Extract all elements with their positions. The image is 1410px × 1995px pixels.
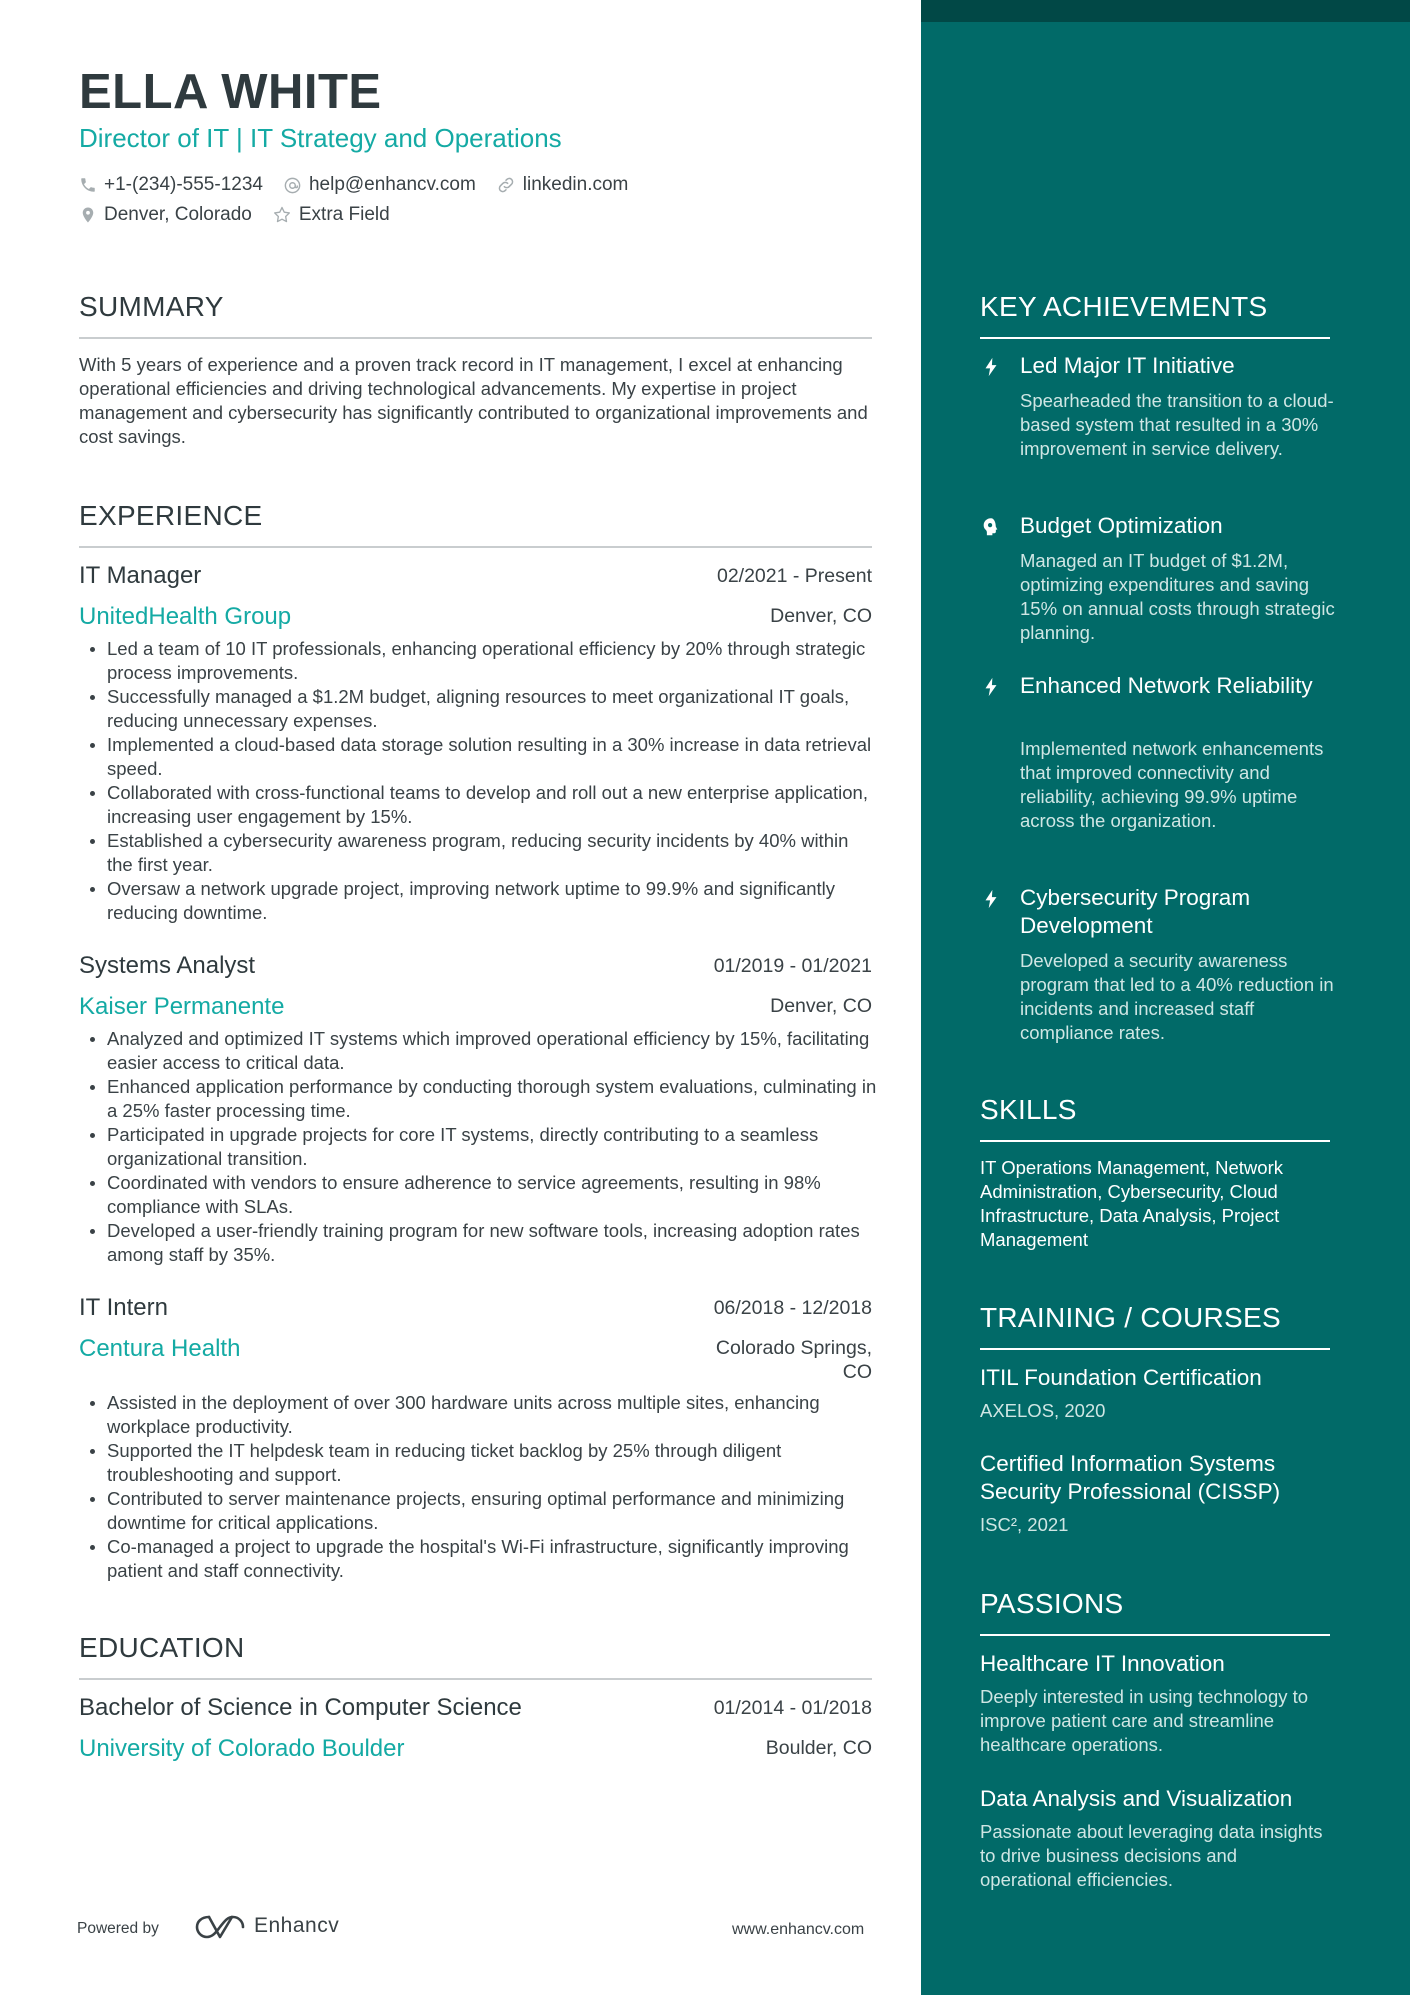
bullet-item: Supported the IT helpdesk team in reducing ticket backlog by 25% through diligent troubleshooting and support. — [107, 1439, 879, 1487]
candidate-title: Director of IT | IT Strategy and Operations — [79, 123, 562, 153]
bullet-item: Implemented a cloud-based data storage solution resulting in a 30% increase in data retrieval speed. — [107, 733, 879, 781]
job-dates: 01/2019 - 01/2021 — [713, 955, 872, 977]
passions-heading: PASSIONS — [980, 1588, 1124, 1619]
achievement-title: Budget Optimization — [1020, 513, 1223, 538]
achievement-desc: Developed a security awareness program that led to a 40% reduction in incidents and increased staff compliance rates. — [1020, 950, 1334, 1043]
job-location: Denver, CO — [770, 995, 872, 1017]
training-meta: ISC², 2021 — [980, 1514, 1069, 1535]
linkedin-text: linkedin.com — [522, 174, 629, 195]
passion-desc: Passionate about leveraging data insights to drive business decisions and operational efficiencies. — [980, 1821, 1323, 1890]
bullet-item: Enhanced application performance by conducting thorough system evaluations, culminating in a 25% faster processing time. — [107, 1075, 879, 1123]
bullet-item: Assisted in the deployment of over 300 hardware units across multiple sites, enhancing workplace productivity. — [107, 1391, 879, 1439]
lightbulb-head-icon — [980, 515, 1002, 539]
job-location — [716, 1336, 872, 1384]
contact-linkedin[interactable] — [496, 173, 629, 197]
education-location: Boulder, CO — [765, 1737, 872, 1759]
contact-location — [79, 203, 252, 227]
job-location: Denver, CO — [770, 605, 872, 627]
bullet-item: Co-managed a project to upgrade the hospital's Wi-Fi infrastructure, significantly improving patient and staff connectivity. — [107, 1535, 879, 1583]
passion-title: Data Analysis and Visualization — [980, 1786, 1293, 1811]
company-name[interactable]: UnitedHealth Group — [79, 603, 292, 630]
contact-row-2 — [79, 203, 410, 227]
job-dates: 06/2018 - 12/2018 — [713, 1297, 872, 1319]
education-dates: 01/2014 - 01/2018 — [713, 1697, 872, 1719]
bullet-item: Oversaw a network upgrade project, improving network uptime to 99.9% and significantly reducing downtime. — [107, 877, 879, 925]
skills-rule — [980, 1140, 1330, 1142]
passion-desc: Deeply interested in using technology to improve patient care and streamline healthcare operations. — [980, 1686, 1309, 1755]
star-icon — [272, 205, 292, 225]
bullet-item: Successfully managed a $1.2M budget, aligning resources to meet organizational IT goals, reducing unnecessary expenses. — [107, 685, 879, 733]
enhancv-brand[interactable]: Enhancv — [254, 1914, 340, 1937]
summary-rule — [79, 337, 872, 339]
training-title: Certified Information Systems Security Professional (CISSP) — [980, 1451, 1281, 1504]
achievement-desc: Spearheaded the transition to a cloud-based system that resulted in a 30% improvement in service delivery. — [1020, 390, 1334, 459]
bullet-item: Participated in upgrade projects for core IT systems, directly contributing to a seamless organizational transition. — [107, 1123, 879, 1171]
achievements-heading: KEY ACHIEVEMENTS — [980, 291, 1268, 322]
experience-heading: EXPERIENCE — [79, 500, 263, 531]
location-pin-icon — [79, 205, 97, 225]
skills-text: IT Operations Management, Network Administration, Cybersecurity, Cloud Infrastructure, Data Analysis, Project Management — [980, 1157, 1283, 1250]
bullet-item: Analyzed and optimized IT systems which improved operational efficiency by 15%, facilitating easier access to critical data. — [107, 1027, 879, 1075]
job-title: IT Manager — [79, 562, 202, 589]
powered-by-text: Powered by — [77, 1920, 159, 1937]
lightning-bolt-icon — [980, 675, 1002, 699]
achievement-title: Enhanced Network Reliability — [1020, 673, 1313, 698]
bullet-item: Collaborated with cross-functional teams to develop and roll out a new enterprise application, increasing user engagement by 15%. — [107, 781, 879, 829]
education-rule — [79, 1678, 872, 1680]
contact-row-1 — [79, 173, 648, 197]
job-location-line2: CO — [842, 1361, 872, 1383]
job-bullets — [79, 1027, 879, 1267]
bullet-item: Established a cybersecurity awareness program, reducing security incidents by 40% within the first year. — [107, 829, 879, 877]
summary-heading: SUMMARY — [79, 291, 224, 322]
bullet-item: Led a team of 10 IT professionals, enhancing operational efficiency by 20% through strategic process improvements. — [107, 637, 879, 685]
footer-url[interactable]: www.enhancv.com — [732, 1921, 865, 1938]
link-icon — [496, 175, 516, 195]
phone-icon — [79, 176, 97, 194]
job-title: Systems Analyst — [79, 952, 256, 979]
degree-title: Bachelor of Science in Computer Science — [79, 1694, 522, 1721]
phone-text: +1-(234)-555-1234 — [104, 174, 263, 195]
achievement-title: Led Major IT Initiative — [1020, 353, 1235, 378]
passion-title: Healthcare IT Innovation — [980, 1651, 1225, 1676]
bullet-item: Developed a user-friendly training program for new software tools, increasing adoption rates among staff by 35%. — [107, 1219, 879, 1267]
bullet-item: Coordinated with vendors to ensure adherence to service agreements, resulting in 98% compliance with SLAs. — [107, 1171, 879, 1219]
contact-email[interactable] — [283, 173, 476, 197]
achievement-title: Cybersecurity Program Development — [1020, 885, 1251, 938]
contact-extra — [272, 203, 390, 227]
skills-heading: SKILLS — [980, 1094, 1077, 1125]
at-icon — [283, 176, 302, 195]
job-title: IT Intern — [79, 1294, 168, 1321]
location-text: Denver, Colorado — [104, 204, 252, 225]
training-heading: TRAINING / COURSES — [980, 1302, 1281, 1333]
training-title: ITIL Foundation Certification — [980, 1365, 1262, 1390]
training-rule — [980, 1348, 1330, 1350]
candidate-name: ELLA WHITE — [79, 65, 382, 119]
company-name[interactable]: Kaiser Permanente — [79, 993, 285, 1020]
experience-rule — [79, 546, 872, 548]
job-location-line1: Colorado Springs, — [715, 1337, 872, 1359]
lightning-bolt-icon — [980, 887, 1002, 911]
sidebar-top-band — [921, 0, 1410, 22]
email-text: help@enhancv.com — [308, 174, 476, 195]
achievements-rule — [980, 337, 1330, 339]
achievement-desc: Implemented network enhancements that improved connectivity and reliability, achieving 99.9% uptime across the organization. — [1020, 738, 1324, 831]
enhancv-logo-icon[interactable] — [194, 1912, 246, 1942]
job-bullets — [79, 637, 879, 925]
lightning-bolt-icon — [980, 355, 1002, 379]
extra-text: Extra Field — [298, 204, 390, 225]
job-dates: 02/2021 - Present — [716, 565, 872, 587]
passions-rule — [980, 1634, 1330, 1636]
contact-phone[interactable] — [79, 173, 263, 197]
job-bullets — [79, 1391, 879, 1583]
school-name[interactable]: University of Colorado Boulder — [79, 1735, 405, 1762]
achievement-desc: Managed an IT budget of $1.2M, optimizing expenditures and saving 15% on annual costs through strategic planning. — [1020, 550, 1335, 643]
summary-text: With 5 years of experience and a proven track record in IT management, I excel at enhancing operational efficiencies and driving technological advancements. My expertise in project management and cybersecurity has significantly contributed to organizational improvements and cost savings. — [79, 354, 868, 447]
bullet-item: Contributed to server maintenance projects, ensuring optimal performance and minimizing downtime for critical applications. — [107, 1487, 879, 1535]
company-name[interactable]: Centura Health — [79, 1335, 241, 1362]
training-meta: AXELOS, 2020 — [980, 1400, 1106, 1421]
education-heading: EDUCATION — [79, 1632, 245, 1663]
